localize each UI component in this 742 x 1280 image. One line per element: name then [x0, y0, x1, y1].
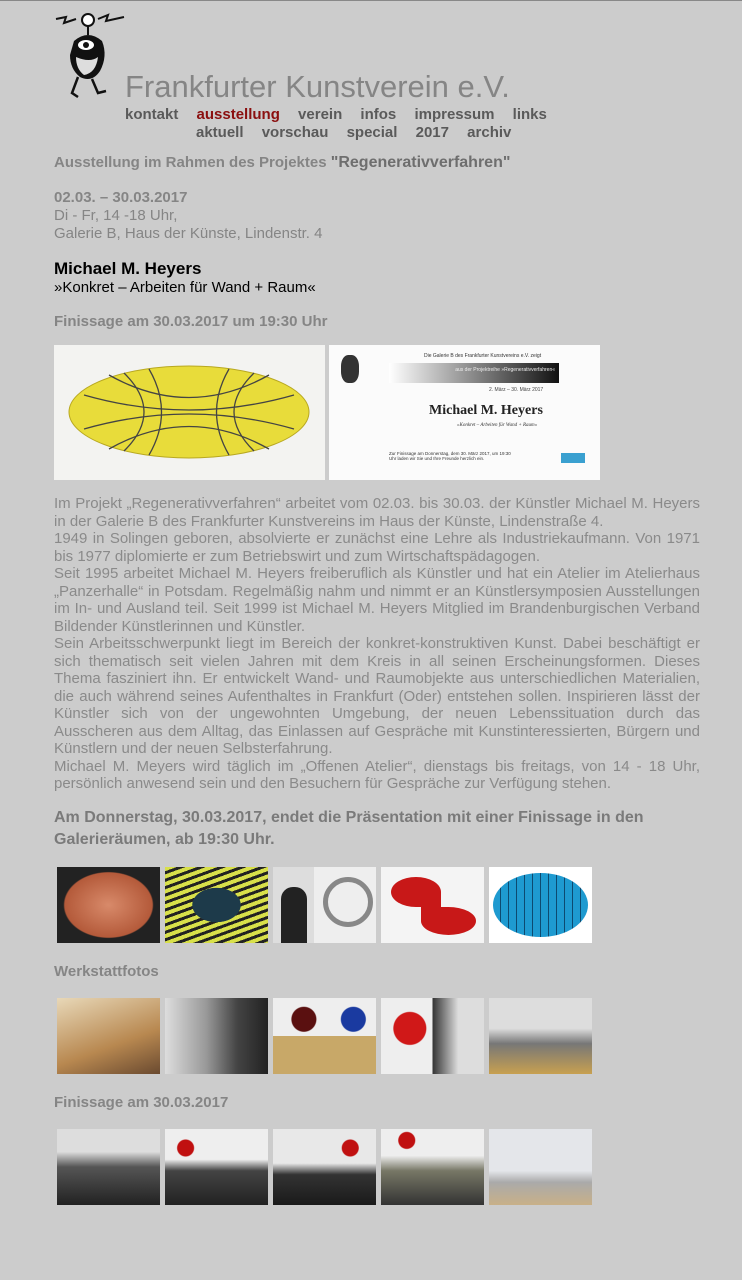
nav-ausstellung[interactable]: ausstellung: [196, 106, 280, 123]
invite-dates: 2. März – 30. März 2017: [489, 387, 544, 393]
main-nav: [125, 106, 561, 123]
sub-nav: [196, 124, 525, 141]
exhibition-dates: [54, 189, 322, 243]
opening-hours: Di - Fr, 14 -18 Uhr,: [54, 207, 178, 224]
subnav-2017[interactable]: 2017: [415, 124, 449, 141]
subnav-archiv[interactable]: archiv: [467, 124, 512, 141]
finissage-photo[interactable]: [489, 1129, 592, 1205]
invite-line: Die Galerie B des Frankfurter Kunstvereins e.V. zeigt: [424, 353, 542, 359]
artwork-thumb[interactable]: [273, 867, 376, 943]
invite-subtitle: »Konkret – Arbeiten für Wand + Raum«: [457, 423, 538, 428]
workshop-photo[interactable]: [489, 998, 592, 1074]
paragraph: Seit 1995 arbeitet Michael M. Heyers freiberuflich als Künstler und hat ein Atelier im Atelierhaus „Panzerhalle“ in Potsdam. Regelmäßig nahm und nimmt er an Künstlersymposien Ausstellungen im In- und Ausland teil. Seit 1999 ist Michael M. Heyers Mitglied im Brandenburgischen Verband Bildender Künstlerinnen und Künstler.: [54, 565, 700, 635]
site-title[interactable]: Frankfurter Kunstverein e.V.: [125, 69, 510, 104]
nav-verein[interactable]: verein: [298, 106, 343, 123]
artist-name: Michael M. Heyers: [54, 259, 202, 278]
workshop-photo[interactable]: [57, 998, 160, 1074]
artwork-thumb[interactable]: [57, 867, 160, 943]
finissage-photo[interactable]: [381, 1129, 484, 1205]
paragraph: Im Projekt „Regenerativverfahren“ arbeitet vom 02.03. bis 30.03. der Künstler Michael M. Heyers in der Galerie B des Frankfurter Kunstvereins im Haus der Künste, Lindenstraße 4.: [54, 495, 700, 530]
paragraph: Sein Arbeitsschwerpunkt liegt im Bereich der konkret-konstruktiven Kunst. Dabei beschäftigt er sich thematisch seit vielen Jahren mit dem Kreis in all seinen Erscheinungsformen. Dieses Thema fasziniert ihn. Er entwickelt Wand- und Raumobjekte aus unterschiedlichen Materialien, die auch während seines Aufenthaltes in Frankfurt (Oder) entstehen sollen. Inspirieren lässt der Künstler sich von der ungewohnten Umgebung, der neuen Lebenssituation durch das Ausscheren aus dem Alltag, das Einlassen auf Gespräche mit Kunstinteressierten, Bürgern und Künstlern und der neuen Selbsterfahrung.: [54, 635, 700, 757]
nav-links[interactable]: links: [512, 106, 547, 123]
invite-logo-icon: [341, 355, 359, 383]
subnav-aktuell[interactable]: aktuell: [196, 124, 244, 141]
project-intro: Ausstellung im Rahmen des Projektes "Regenerativverfahren": [54, 154, 511, 171]
paragraph: 1949 in Solingen geboren, absolvierte er zunächst eine Lehre als Industriekaufmann. Von 1971 bis 1977 diplomierte er zum Betriebswirt und zum Wirtschaftspädagogen.: [54, 530, 700, 565]
date-range: 02.03. – 30.03.2017: [54, 189, 188, 206]
invite-band: aus der Projektreihe »Regenerativverfahren«: [389, 363, 559, 383]
artwork-thumb[interactable]: [165, 867, 268, 943]
nav-impressum[interactable]: impressum: [414, 106, 495, 123]
nav-infos[interactable]: infos: [360, 106, 397, 123]
finissage-gallery-heading: Finissage am 30.03.2017: [54, 1094, 229, 1111]
workshop-photo[interactable]: [165, 998, 268, 1074]
subnav-vorschau[interactable]: vorschau: [261, 124, 329, 141]
artwork-thumb[interactable]: [381, 867, 484, 943]
subnav-special[interactable]: special: [346, 124, 398, 141]
venue: Galerie B, Haus der Künste, Lindenstr. 4: [54, 225, 323, 242]
exhibition-subtitle: »Konkret – Arbeiten für Wand + Raum«: [54, 279, 316, 296]
finissage-photo[interactable]: [57, 1129, 160, 1205]
closing-announcement: Am Donnerstag, 30.03.2017, endet die Präsentation mit einer Finissage in den Galerieräumen, ab 19:30 Uhr.: [54, 809, 644, 848]
workshop-photo[interactable]: [381, 998, 484, 1074]
finissage-photo[interactable]: [273, 1129, 376, 1205]
artwork-gallery: [57, 867, 592, 943]
finissage-heading: Finissage am 30.03.2017 um 19:30 Uhr: [54, 313, 328, 330]
invite-artist: Michael M. Heyers: [429, 403, 543, 418]
invite-text: Zur Finissage am Donnerstag, dem 30. März 2017, um 19:30 Uhr laden wir Sie und Ihre Freunde herzlich ein.: [389, 451, 511, 461]
yellow-oval-artwork-image[interactable]: [54, 345, 325, 480]
article-body: [54, 495, 700, 793]
artist-block: [54, 259, 316, 296]
workshop-photo[interactable]: [273, 998, 376, 1074]
nav-kontakt[interactable]: kontakt: [125, 106, 179, 123]
kunstverein-logo[interactable]: [54, 11, 126, 101]
finissage-photo[interactable]: [165, 1129, 268, 1205]
finissage-gallery: [57, 1129, 592, 1205]
workshop-gallery: [57, 998, 592, 1074]
werkstatt-heading: Werkstattfotos: [54, 963, 159, 980]
paragraph: Michael M. Meyers wird täglich im „Offenen Atelier“, dienstags bis freitags, von 14 - 18 Uhr, persönlich anwesend sein und den Besuchern für Gespräche zur Verfügung stehen.: [54, 757, 700, 792]
sponsor-logo-icon: [561, 453, 585, 463]
invitation-card-image[interactable]: [329, 345, 600, 480]
artwork-thumb[interactable]: [489, 867, 592, 943]
